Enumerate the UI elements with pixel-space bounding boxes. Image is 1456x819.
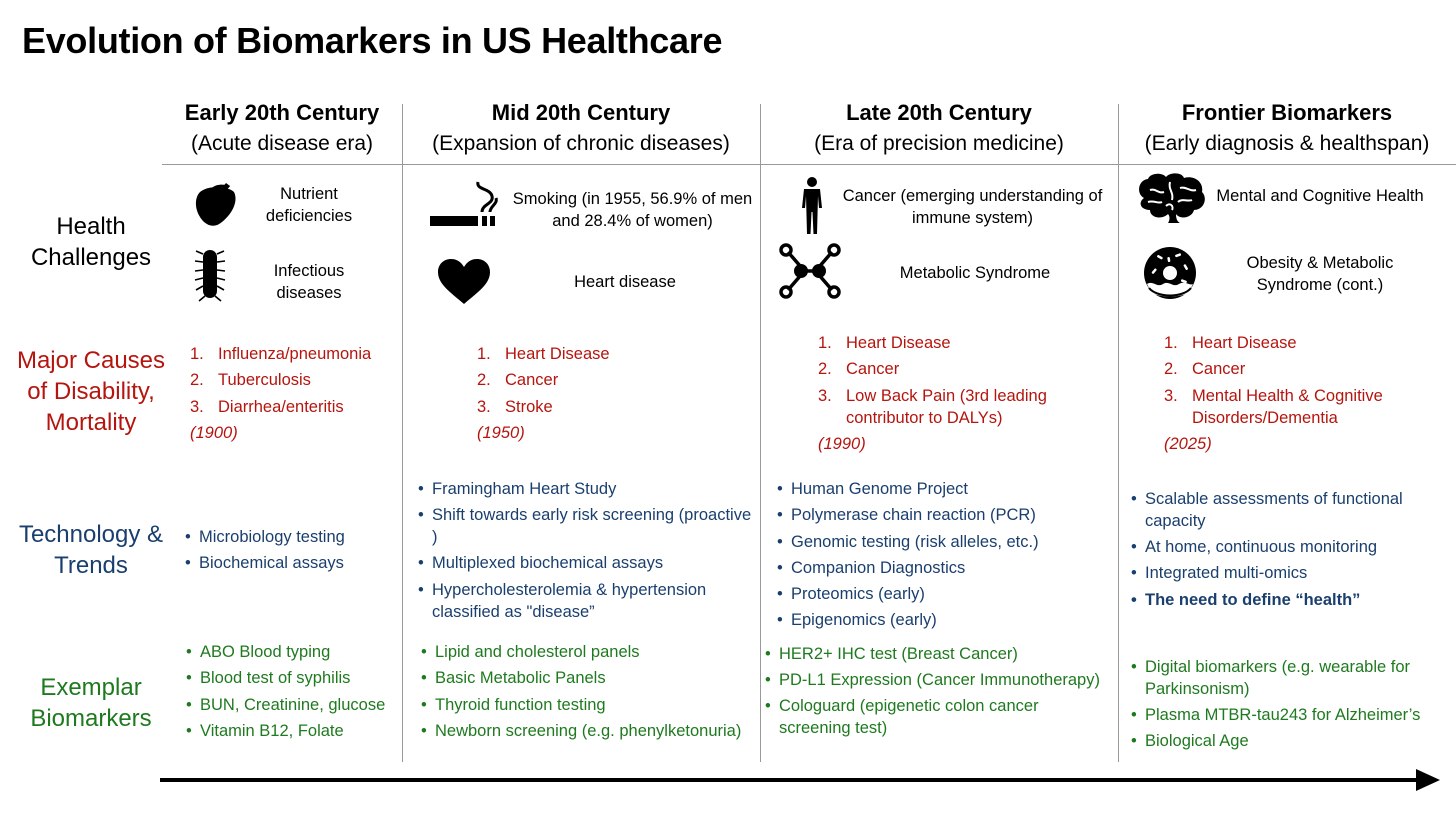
header-divider [162, 164, 1456, 165]
list-item: 1. Influenza/pneumonia [190, 345, 372, 363]
page-title: Evolution of Biomarkers in US Healthcare [22, 20, 723, 61]
list-item: • Newborn screening (e.g. phenylketonuria) [421, 718, 751, 744]
list-item: • Scalable assessments of functional capacity [1131, 486, 1451, 534]
list-item: 1. Heart Disease [477, 345, 610, 363]
list-item: 1. Heart Disease [818, 334, 951, 352]
strawberry-icon [192, 182, 242, 228]
column-divider [1118, 104, 1119, 762]
biomarker-list-early-20th [186, 639, 396, 744]
list-item: • Hypercholesterolemia & hypertension classified as "disease” [418, 577, 753, 625]
causes-list-late-20th [818, 330, 1088, 457]
list-item: • Digital biomarkers (e.g. wearable for Parkinsonism) [1131, 654, 1453, 702]
list-item: • Genomic testing (risk alleles, etc.) [777, 529, 1107, 555]
column-subheading: (Era of precision medicine) [814, 132, 1064, 155]
biomarker-list-mid-20th [421, 639, 751, 744]
list-item: 2. Cancer [1164, 360, 1246, 379]
list-item: • Human Genome Project [777, 476, 1107, 502]
column-subheading: (Expansion of chronic diseases) [432, 132, 730, 155]
bacteria-icon [193, 246, 227, 302]
list-item: 1. Heart Disease [1164, 334, 1297, 352]
list-item: • HER2+ IHC test (Breast Cancer) [765, 641, 1105, 667]
heart-icon [436, 258, 492, 306]
list-item: • Biological Age [1131, 728, 1453, 754]
biomarker-list-frontier [1131, 654, 1453, 755]
row-label-major-causes: Major Causes of Disability, Mortality [16, 347, 166, 436]
column-divider [402, 104, 403, 762]
cigarette-icon [428, 178, 498, 230]
row-label-technology-trends: Technology & Trends [18, 521, 164, 579]
challenge-text: Nutrient deficiencies [265, 185, 353, 225]
causes-list-early-20th [190, 341, 400, 446]
list-item: • Polymerase chain reaction (PCR) [777, 502, 1107, 528]
tech-list-early-20th [185, 524, 395, 577]
causes-list-mid-20th [477, 341, 737, 446]
human-body-icon [798, 176, 826, 236]
list-item: • Microbiology testing [185, 524, 395, 550]
column-heading: Late 20th Century [846, 100, 1032, 125]
column-heading: Early 20th Century [184, 100, 380, 125]
brain-icon [1136, 172, 1208, 224]
list-item: • Epigenomics (early) [777, 607, 1107, 633]
list-item: • Multiplexed biochemical assays [418, 550, 753, 576]
list-item: • Companion Diagnostics [777, 555, 1107, 581]
column-subheading: (Early diagnosis & healthspan) [1144, 132, 1430, 155]
list-item: 2. Cancer [818, 360, 900, 379]
list-item: • BUN, Creatinine, glucose [186, 692, 396, 718]
list-item: • Blood test of syphilis [186, 665, 396, 691]
list-item: 3. Stroke [477, 397, 553, 416]
list-item: 2. Cancer [477, 371, 559, 390]
list-item: • Framingham Heart Study [418, 476, 753, 502]
challenge-text: Cancer (emerging understanding of immune system) [842, 187, 1103, 227]
molecule-icon [779, 243, 841, 299]
year-label: (1950) [477, 423, 525, 442]
challenge-text: Infectious diseases [273, 262, 345, 302]
list-item: • At home, continuous monitoring [1131, 534, 1451, 560]
challenge-text: Obesity & Metabolic Syndrome (cont.) [1246, 254, 1394, 294]
column-header-early-20th [162, 98, 402, 160]
list-item: • Biochemical assays [185, 550, 395, 576]
biomarker-list-late-20th [765, 641, 1105, 741]
list-item: • ABO Blood typing [186, 639, 396, 665]
year-label: (2025) [1164, 434, 1212, 453]
challenge-text: Smoking (in 1955, 56.9% of men and 28.4% of women) [512, 190, 753, 230]
column-divider [760, 104, 761, 762]
column-heading: Frontier Biomarkers [1181, 100, 1393, 125]
tech-list-late-20th [777, 476, 1107, 634]
list-item: • Lipid and cholesterol panels [421, 639, 751, 665]
column-header-late-20th [760, 98, 1118, 160]
row-label-health-challenges: Health Challenges [30, 213, 152, 271]
causes-list-frontier [1164, 330, 1434, 457]
list-item: • Cologuard (epigenetic colon cancer screening test) [765, 693, 1105, 741]
year-label: (1900) [190, 423, 238, 442]
list-item: • Basic Metabolic Panels [421, 665, 751, 691]
list-item: • Proteomics (early) [777, 581, 1107, 607]
row-label-exemplar-biomarkers: Exemplar Biomarkers [30, 674, 152, 732]
timeline-arrow [160, 768, 1440, 792]
list-item: • Plasma MTBR-tau243 for Alzheimer’s [1131, 702, 1453, 728]
list-item: • Thyroid function testing [421, 692, 751, 718]
challenge-text: Heart disease [574, 273, 676, 291]
tech-list-frontier [1131, 486, 1451, 613]
year-label: (1990) [818, 434, 866, 453]
column-subheading: (Acute disease era) [190, 132, 374, 155]
list-item: • The need to define “health” [1131, 587, 1451, 613]
list-item: • PD-L1 Expression (Cancer Immunotherapy) [765, 667, 1105, 693]
donut-icon [1143, 246, 1197, 300]
challenge-text: Metabolic Syndrome [899, 264, 1051, 282]
column-header-frontier [1118, 98, 1456, 160]
column-header-mid-20th [402, 98, 760, 160]
list-item: 3. Mental Health & Cognitive Disorders/Dementia [1164, 386, 1383, 427]
list-item: 3. Diarrhea/enteritis [190, 397, 344, 416]
list-item: • Vitamin B12, Folate [186, 718, 396, 744]
list-item: 2. Tuberculosis [190, 371, 311, 390]
column-heading: Mid 20th Century [491, 100, 671, 125]
tech-list-mid-20th [418, 476, 753, 625]
list-item: • Integrated multi-omics [1131, 560, 1451, 586]
challenge-text: Mental and Cognitive Health [1216, 187, 1424, 205]
list-item: • Shift towards early risk screening (proactive ) [418, 502, 753, 550]
list-item: 3. Low Back Pain (3rd leading contributor to DALYs) [818, 386, 1047, 427]
